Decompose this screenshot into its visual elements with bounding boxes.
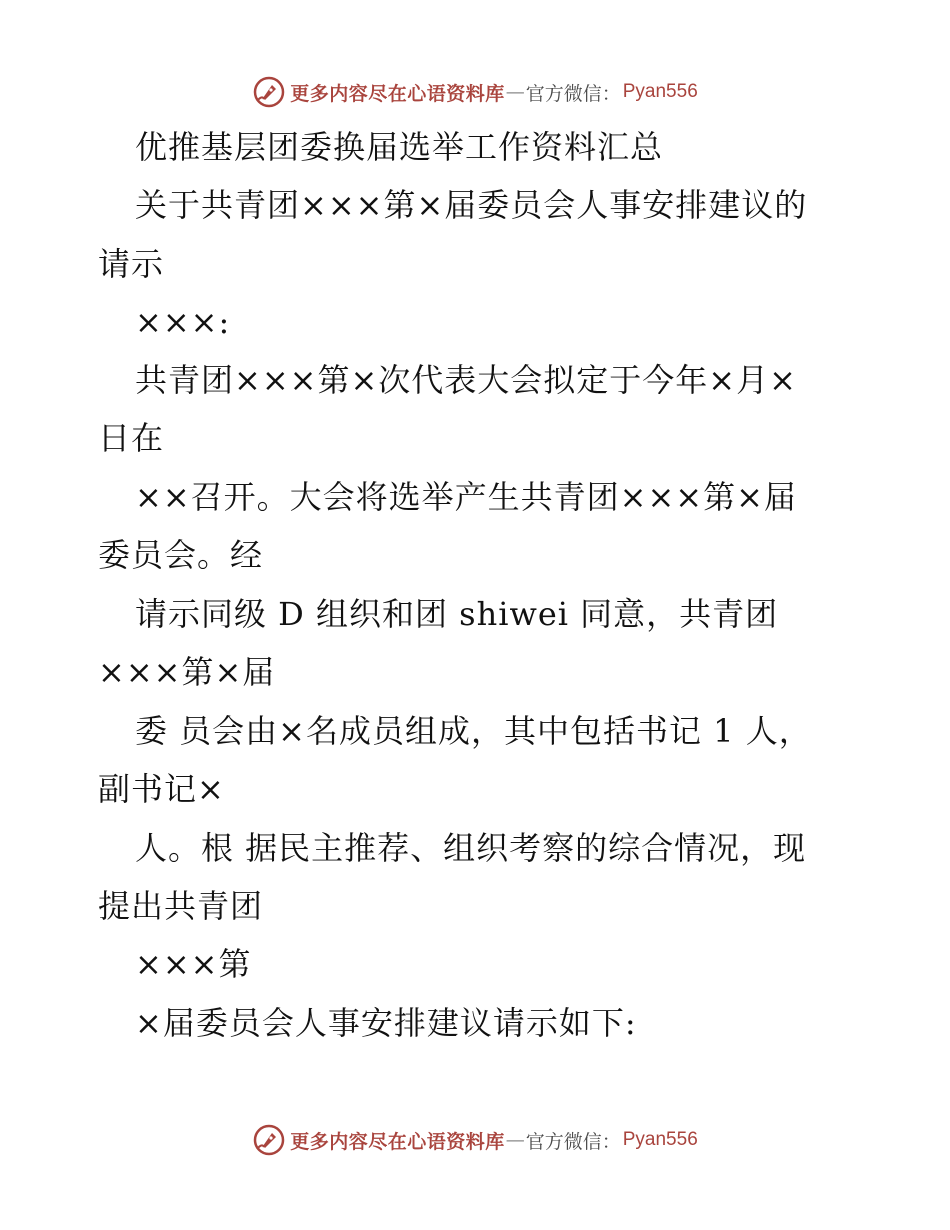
request-heading-line-1: 关于共青团×××第×届委员会人事安排建议的 [135,186,808,224]
pen-nib-logo-icon [252,75,286,109]
pen-nib-logo-icon [252,1123,286,1157]
watermark-official-label: 官方微信： [525,82,621,105]
paragraph-line: 副书记× [98,770,225,808]
paragraph-line: 共青团×××第×次代表大会拟定于今年×月× [135,361,797,399]
paragraph-line: ××召开。大会将选举产生共青团×××第×届 [135,478,797,516]
watermark-brand: 更多内容尽在心语资料库 [290,1130,505,1153]
paragraph-line: ×××第 [135,945,252,983]
paragraph-line: 委员会。经 [98,536,264,574]
paragraph-line: 提出共青团 [98,887,264,925]
paragraph-line: 日在 [98,419,165,457]
paragraph-line: 委 员会由×名成员组成，其中包括书记 1 人， [135,712,812,750]
paragraph-line: ×××第×届 [98,653,276,691]
footer-watermark [0,1120,950,1160]
request-heading-line-2: 请示 [98,245,165,283]
watermark-account: Pyan556 [622,1129,698,1150]
watermark-official-label: 官方微信： [525,1130,621,1153]
paragraph-line: 请示同级 D 组织和团 shiwei 同意，共青团 [135,595,779,633]
watermark-brand: 更多内容尽在心语资料库 [290,82,505,105]
document-title: 优推基层团委换届选举工作资料汇总 [135,128,664,166]
watermark-separator: — [505,1129,525,1151]
header-watermark [0,72,950,112]
watermark-account: Pyan556 [622,81,698,102]
paragraph-line: ×届委员会人事安排建议请示如下: [135,1004,637,1042]
watermark-separator: — [505,81,525,103]
salutation: ×××: [135,303,231,341]
paragraph-line: 人。根 据民主推荐、组织考察的综合情况，现 [135,829,807,867]
